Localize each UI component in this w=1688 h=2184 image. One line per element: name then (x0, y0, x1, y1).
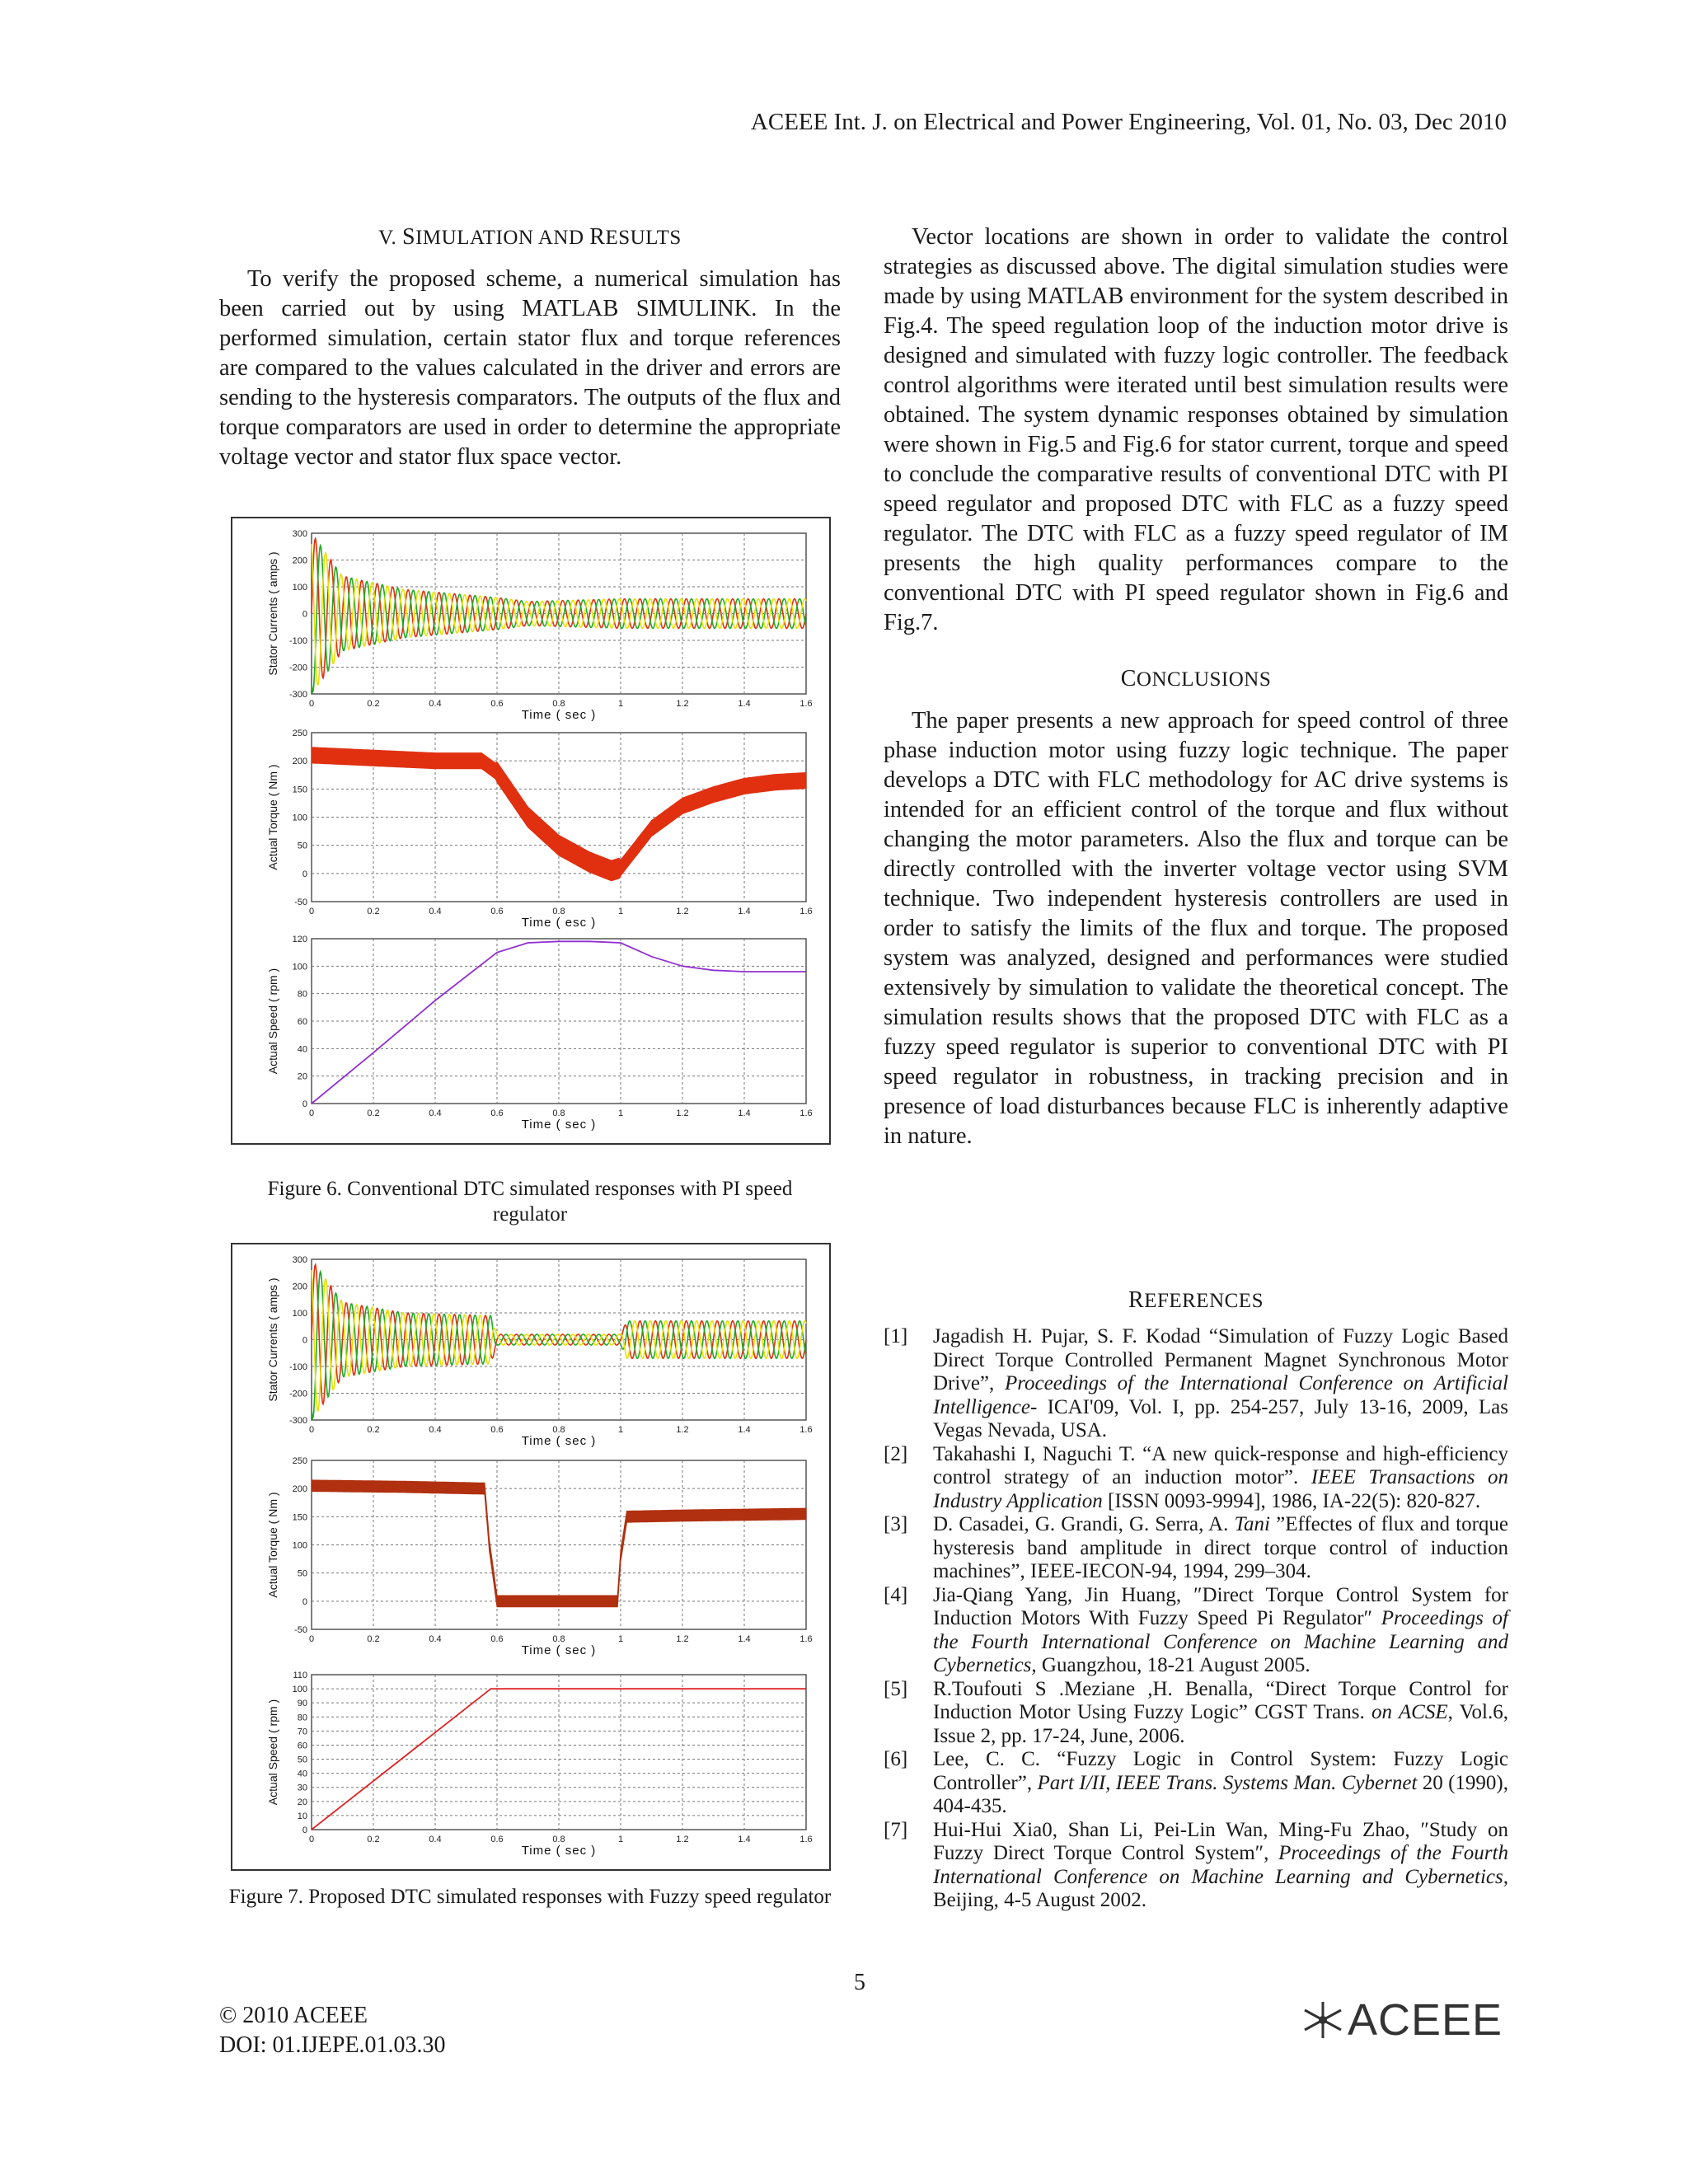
y-tick-label: 80 (297, 1713, 307, 1723)
y-tick-label: 300 (292, 1255, 307, 1265)
y-tick-label: 200 (292, 1282, 307, 1292)
logo-star-icon (1298, 1999, 1348, 2041)
reference-text: D. Casadei, G. Grandi, G. Serra, A. (933, 1513, 1235, 1535)
conclusions-title (884, 664, 1508, 695)
x-tick-label: 0.8 (552, 699, 565, 709)
x-axis-label: Time ( sec ) (521, 1434, 597, 1448)
y-tick-label: 20 (297, 1797, 307, 1807)
x-tick-label: 0.8 (552, 1108, 565, 1118)
y-tick-label: 120 (292, 935, 307, 944)
y-tick-label: 10 (297, 1811, 307, 1821)
x-tick-label: 0.6 (490, 1835, 504, 1844)
y-tick-label: 0 (302, 1099, 307, 1109)
left-column (219, 223, 841, 472)
x-tick-label: 1.2 (676, 1425, 689, 1435)
right-paragraph: Vector locations are shown in order to validate the control strategies as discussed above. The digital simulation studies were made by using MATLAB environment for the system described in Fig.4. The speed regulation loop of the induction motor drive is designed and simulated with fuzzy logic controller. The feedback control algorithms were iterated until best simulation results were obtained. The system dynamic responses obtained by simulation were shown in Fig.5 and Fig.6 for stator current, torque and speed to conclude the comparative results of conventional DTC with PI speed regulator and proposed DTC with FLC as a fuzzy speed regulator. The DTC with FLC as a fuzzy speed regulator of IM presents the high quality performances compare to the conventional DTC with PI speed regulator shown in Fig.6 and Fig.7. (884, 224, 1508, 635)
x-tick-label: 1.6 (799, 907, 813, 916)
aceee-logo (1298, 1994, 1503, 2046)
x-tick-label: 1.6 (799, 1108, 813, 1118)
reference-number: [2] (884, 1442, 908, 1465)
reference-text: - ICAI'09, Vol. I, pp. 254-257, July 13-16, 2009, Las Vegas Nevada, USA. (933, 1395, 1508, 1441)
x-axis-label: Time ( sec ) (521, 1118, 597, 1132)
y-tick-label: 40 (297, 1044, 307, 1055)
x-tick-label: 1.4 (738, 1634, 751, 1644)
reference-text: [ISSN 0093-9994], 1986, IA-22(5): 820-827. (1102, 1489, 1481, 1512)
x-tick-label: 1.4 (738, 907, 751, 916)
x-tick-label: 0.4 (429, 1835, 442, 1844)
reference-text: Jagadish H. Pujar, S. F. Kodad “Simulation of Fuzzy Logic Based Direct Torque Controlled Permanent Magnet Synchronous Motor Drive”, (933, 1325, 1508, 1394)
x-tick-label: 0.8 (552, 907, 565, 916)
x-tick-label: 1 (617, 1835, 624, 1844)
x-tick-label: 1 (617, 1634, 624, 1644)
y-tick-label: 40 (297, 1769, 307, 1779)
x-axis-label: Time ( esc ) (521, 916, 597, 930)
reference-text: Hui-Hui Xia0, Shan Li, Pei-Lin Wan, Ming-Fu Zhao, ″Study on Fuzzy Direct Torque Control System″, (933, 1818, 1508, 1864)
caption-line: Figure 6. Conventional DTC simulated responses with PI speed (267, 1178, 793, 1200)
y-tick-label: 0 (302, 1596, 307, 1607)
reference-number: [4] (884, 1583, 908, 1606)
reference-number: [5] (884, 1677, 908, 1700)
reference-text: ”Effectes of flux and torque hysteresis band amplitude in direct torque control of induction machines”, IEEE-IECON-94, 1994, 299–304. (933, 1513, 1508, 1582)
reference-item (884, 1748, 1508, 1819)
title-cap: R (589, 224, 606, 250)
y-tick-label: -100 (288, 1362, 307, 1372)
reference-text: R.Toufouti S .Meziane ,H. Benalla, “Direct Torque Control for Induction Motor Using Fuzzy Logic” CGST Trans. (933, 1677, 1508, 1723)
reference-item (884, 1443, 1508, 1514)
reference-text: Jia-Qiang Yang, Jin Huang, ″Direct Torque Control System for Induction Motors With Fuzzy Speed Pi Regulator″ (933, 1583, 1508, 1629)
y-tick-label: 250 (292, 1456, 307, 1466)
x-tick-label: 0.6 (490, 1108, 504, 1118)
title-cap: R (1128, 1287, 1145, 1313)
figure-7-plots (232, 1244, 829, 1869)
y-tick-label: 100 (292, 1540, 307, 1551)
reference-number: [1] (884, 1325, 908, 1347)
y-tick-label: -200 (288, 663, 307, 673)
x-tick-label: 0.4 (429, 1634, 442, 1644)
y-tick-label: 50 (297, 841, 307, 851)
x-tick-label: 0 (308, 1425, 315, 1435)
x-tick-label: 1.6 (799, 699, 813, 709)
x-tick-label: 0 (308, 907, 315, 916)
title-cap: S (402, 224, 416, 250)
y-tick-label: -50 (294, 1625, 307, 1635)
x-tick-label: 0.6 (490, 907, 504, 916)
x-tick-label: 0 (308, 699, 315, 709)
reference-number: [6] (884, 1748, 908, 1770)
y-tick-label: 100 (292, 813, 307, 823)
x-tick-label: 0.2 (367, 699, 380, 709)
x-tick-label: 0.4 (429, 907, 442, 916)
x-tick-label: 0.4 (429, 1108, 442, 1118)
title-cap: C (1120, 666, 1137, 691)
reference-item (884, 1325, 1508, 1443)
x-tick-label: 1.6 (799, 1835, 813, 1844)
reference-item (884, 1513, 1508, 1584)
y-tick-label: 300 (292, 529, 307, 539)
x-axis-label: Time ( sec ) (521, 708, 597, 722)
section-v-title (219, 223, 841, 253)
y-tick-label: 150 (292, 785, 307, 795)
x-tick-label: 1.2 (676, 1634, 689, 1644)
y-axis-label: Actual Torque ( Nm ) (266, 1492, 279, 1598)
section-v-paragraph: To verify the proposed scheme, a numerical simulation has been carried out by using MATLAB SIMULINK. In the performed simulation, certain stator flux and torque references are compared to the values calculated in the driver and errors are sending to the hysteresis comparators. The outputs of the flux and torque comparators are used in order to determine the appropriate voltage vector and stator flux space vector. (219, 266, 841, 470)
y-axis-label: Actual Speed ( rpm ) (266, 1699, 279, 1806)
caption-line: regulator (492, 1203, 568, 1226)
y-tick-label: 80 (297, 989, 307, 1000)
figure-7 (231, 1243, 831, 1871)
x-tick-label: 0 (308, 1835, 315, 1844)
footer-doi: DOI: 01.IJEPE.01.03.30 (219, 2032, 446, 2058)
y-tick-label: -100 (288, 636, 307, 646)
reference-text: Beijing, 4-5 August 2002. (933, 1889, 1147, 1911)
y-tick-label: 250 (292, 729, 307, 738)
y-tick-label: 100 (292, 962, 307, 972)
x-tick-label: 0.4 (429, 699, 442, 709)
references-title (884, 1287, 1508, 1314)
y-tick-label: 70 (297, 1727, 307, 1737)
reference-source: Tani (1234, 1513, 1271, 1535)
y-tick-label: 100 (292, 1309, 307, 1319)
x-tick-label: 0.8 (552, 1835, 565, 1844)
figure-6-caption (219, 1176, 841, 1227)
x-tick-label: 0.2 (367, 1108, 380, 1118)
x-tick-label: 0.6 (490, 1425, 504, 1435)
x-tick-label: 0.2 (367, 1634, 380, 1644)
y-tick-label: -300 (288, 1416, 307, 1426)
x-tick-label: 1.2 (676, 1835, 689, 1844)
title-rest: EFERENCES (1144, 1290, 1264, 1312)
x-tick-label: 0.8 (552, 1634, 565, 1644)
y-tick-label: 150 (292, 1512, 307, 1523)
x-tick-label: 0.6 (490, 1634, 504, 1644)
logo-text: ACEEE (1348, 1995, 1503, 2045)
x-tick-label: 1.2 (676, 699, 689, 709)
y-axis-label: Stator Currents ( amps ) (266, 551, 279, 676)
x-tick-label: 1.4 (738, 1835, 751, 1844)
journal-header: ACEEE Int. J. on Electrical and Power Engineering, Vol. 01, No. 03, Dec 2010 (750, 109, 1507, 135)
reference-text: Lee, C. C. “Fuzzy Logic in Control System: Fuzzy Logic Controller”, (933, 1748, 1508, 1794)
y-tick-label: 0 (302, 609, 307, 620)
x-tick-label: 1.2 (676, 1108, 689, 1118)
reference-item (884, 1678, 1508, 1749)
reference-source: Proceedings of the Fourth International Conference on Machine Learning and Cybernetics, (933, 1842, 1508, 1888)
x-axis-label: Time ( sec ) (521, 1643, 597, 1657)
reference-item (884, 1819, 1508, 1913)
y-tick-label: 100 (292, 1685, 307, 1695)
y-tick-label: 60 (297, 1741, 307, 1751)
y-axis-label: Actual Speed ( rpm ) (266, 968, 279, 1075)
y-axis-label: Stator Currents ( amps ) (266, 1277, 279, 1402)
y-tick-label: 30 (297, 1783, 307, 1793)
y-tick-label: 0 (302, 1335, 307, 1346)
plot-area (312, 1675, 806, 1830)
x-tick-label: 0.2 (367, 1425, 380, 1435)
reference-number: [3] (884, 1513, 908, 1535)
x-tick-label: 1 (617, 907, 624, 916)
reference-text: Takahashi I, Naguchi T. “A new quick-response and high-efficiency control strategy of an induction motor”. (933, 1442, 1508, 1488)
reference-source: Proceedings of the Fourth International Conference on Machine Learning and Cybernetics, (933, 1607, 1508, 1676)
y-tick-label: 100 (292, 583, 307, 593)
figure-6 (231, 517, 831, 1145)
footer-copyright: © 2010 ACEEE (219, 2003, 368, 2028)
y-tick-label: -50 (294, 898, 307, 907)
x-tick-label: 0 (308, 1634, 315, 1644)
y-tick-label: 50 (297, 1568, 307, 1579)
page-number: 5 (854, 1970, 865, 1995)
x-tick-label: 1.2 (676, 907, 689, 916)
reference-source: Proceedings of the International Conference on Artificial Intelligence (933, 1372, 1508, 1418)
conclusions-paragraph: The paper presents a new approach for speed control of three phase induction motor using fuzzy logic technique. The paper develops a DTC with FLC methodology for AC drive systems is intended for an efficient control of the torque and flux without changing the motor parameters. Also the flux and torque can be directly controlled with the inverter voltage vector using SVM technique. Two independent hysteresis controllers are used in order to satisfy the limits of the flux and torque. The proposed system was analyzed, designed and performances were studied extensively by simulation to validate the theoretical concept. The simulation results shows that the proposed DTC with FLC as a fuzzy speed regulator is superior to conventional DTC with PI speed regulator in robustness, in tracking precision and in presence of load disturbances because FLC is inherently adaptive in nature. (884, 708, 1508, 1149)
x-tick-label: 0.4 (429, 1425, 442, 1435)
reference-item (884, 1584, 1508, 1678)
x-tick-label: 1.6 (799, 1634, 813, 1644)
y-tick-label: 110 (293, 1671, 307, 1680)
reference-text: 20 (1990), 404-435. (933, 1771, 1508, 1817)
reference-list (884, 1325, 1508, 1913)
x-tick-label: 1.4 (738, 699, 751, 709)
x-tick-label: 0.2 (367, 1835, 380, 1844)
y-tick-label: 60 (297, 1017, 307, 1027)
x-tick-label: 0.2 (367, 907, 380, 916)
y-tick-label: -200 (288, 1389, 307, 1399)
title-rest: ESULTS (605, 227, 682, 249)
x-tick-label: 1.4 (738, 1108, 751, 1118)
y-tick-label: 0 (302, 1825, 307, 1835)
title-rest: ONCLUSIONS (1136, 668, 1272, 691)
x-tick-label: 1 (617, 699, 624, 709)
reference-source: Part I/II, IEEE Trans. Systems Man. Cybernet (1037, 1771, 1418, 1794)
y-tick-label: 200 (292, 757, 307, 767)
x-tick-label: 1.4 (738, 1425, 751, 1435)
x-axis-label: Time ( sec ) (521, 1844, 597, 1858)
x-tick-label: 1.6 (799, 1425, 813, 1435)
y-tick-label: 20 (297, 1071, 307, 1082)
figure-6-plots (232, 518, 829, 1143)
reference-text: , Vol.6, Issue 2, pp. 17-24, June, 2006. (933, 1701, 1508, 1747)
x-tick-label: 1 (617, 1425, 624, 1435)
reference-text: Guangzhou, 18-21 August 2005. (1036, 1654, 1311, 1676)
y-tick-label: 0 (302, 869, 307, 879)
x-tick-label: 0 (308, 1108, 315, 1118)
reference-number: [7] (884, 1818, 908, 1841)
y-tick-label: 200 (292, 1484, 307, 1495)
y-tick-label: 50 (297, 1755, 307, 1765)
y-tick-label: 200 (292, 555, 307, 566)
title-rest: IMULATION AND (415, 227, 590, 249)
y-tick-label: 90 (297, 1699, 307, 1709)
right-column (884, 223, 1508, 1151)
section-number: V. (378, 227, 403, 249)
x-tick-label: 0.6 (490, 699, 504, 709)
y-axis-label: Actual Torque ( Nm ) (266, 764, 279, 870)
x-tick-label: 1 (617, 1108, 624, 1118)
reference-source: IEEE Transactions on Industry Application (933, 1466, 1509, 1512)
reference-source: on ACSE (1372, 1701, 1448, 1723)
figure-7-caption: Figure 7. Proposed DTC simulated responses with Fuzzy speed regulator (228, 1886, 832, 1908)
x-tick-label: 0.8 (552, 1425, 565, 1435)
y-tick-label: -300 (288, 690, 307, 700)
footer (219, 2001, 446, 2060)
